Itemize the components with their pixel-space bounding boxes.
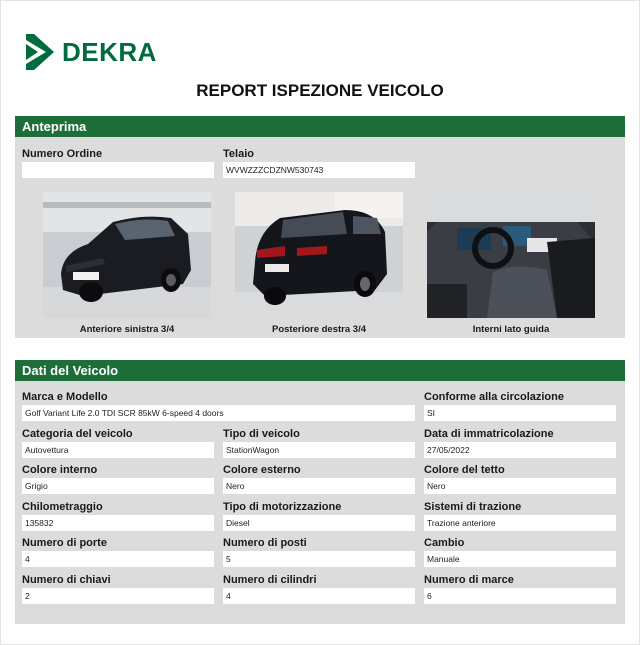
cylinders-label: Numero di cilindri [223, 574, 317, 586]
photo-rear-right [235, 192, 403, 318]
vin-label: Telaio [223, 148, 254, 160]
logo-text: DEKRA [62, 36, 157, 67]
photo-interior [427, 192, 595, 318]
photo-interior-caption: Interni lato guida [472, 324, 550, 335]
drive-system-value: Trazione anteriore [424, 515, 616, 531]
preview-section [15, 116, 625, 338]
order-number-value [22, 162, 214, 178]
dekra-logo [24, 34, 157, 70]
seats-value: 5 [223, 551, 415, 567]
preview-heading: Anteprima [15, 116, 625, 137]
doors-label: Numero di porte [22, 537, 107, 549]
vehicle-section [15, 360, 625, 624]
doors-value: 4 [22, 551, 214, 567]
exterior-color-value: Nero [223, 478, 415, 494]
engine-type-label: Tipo di motorizzazione [223, 501, 342, 513]
road-compliant-value: SI [424, 405, 616, 421]
engine-type-value: Diesel [223, 515, 415, 531]
report-title: REPORT ISPEZIONE VEICOLO [196, 81, 444, 100]
mileage-value: 135832 [22, 515, 214, 531]
registration-date-value: 27/05/2022 [424, 442, 616, 458]
make-model-value: Golf Variant Life 2.0 TDI SCR 85kW 6-speed 4 doors [22, 405, 415, 421]
photo-rear-right-caption: Posteriore destra 3/4 [272, 324, 366, 335]
gearbox-label: Cambio [424, 537, 465, 549]
roof-color-value: Nero [424, 478, 616, 494]
interior-color-value: Grigio [22, 478, 214, 494]
photo-front-left-caption: Anteriore sinistra 3/4 [79, 324, 175, 335]
vehicle-category-label: Categoria del veicolo [22, 428, 133, 440]
vehicle-type-value: StationWagon [223, 442, 415, 458]
vehicle-category-value: Autovettura [22, 442, 214, 458]
mileage-label: Chilometraggio [22, 501, 103, 513]
exterior-color-label: Colore esterno [223, 464, 301, 476]
cylinders-value: 4 [223, 588, 415, 604]
roof-color-label: Colore del tetto [424, 464, 505, 476]
gearbox-value: Manuale [424, 551, 616, 567]
keys-label: Numero di chiavi [22, 574, 111, 586]
vehicle-heading: Dati del Veicolo [15, 360, 625, 381]
drive-system-label: Sistemi di trazione [424, 501, 522, 513]
vin-value: WVWZZZCDZNW530743 [223, 162, 415, 178]
registration-date-label: Data di immatricolazione [424, 428, 554, 440]
dekra-logo-icon [24, 34, 56, 70]
make-model-label: Marca e Modello [22, 391, 108, 403]
interior-color-label: Colore interno [22, 464, 98, 476]
order-number-label: Numero Ordine [22, 148, 103, 160]
keys-value: 2 [22, 588, 214, 604]
gears-value: 6 [424, 588, 616, 604]
road-compliant-label: Conforme alla circolazione [424, 391, 564, 403]
photo-front-left [43, 192, 211, 318]
gears-label: Numero di marce [424, 574, 514, 586]
seats-label: Numero di posti [223, 537, 307, 549]
vehicle-type-label: Tipo di veicolo [223, 428, 300, 440]
